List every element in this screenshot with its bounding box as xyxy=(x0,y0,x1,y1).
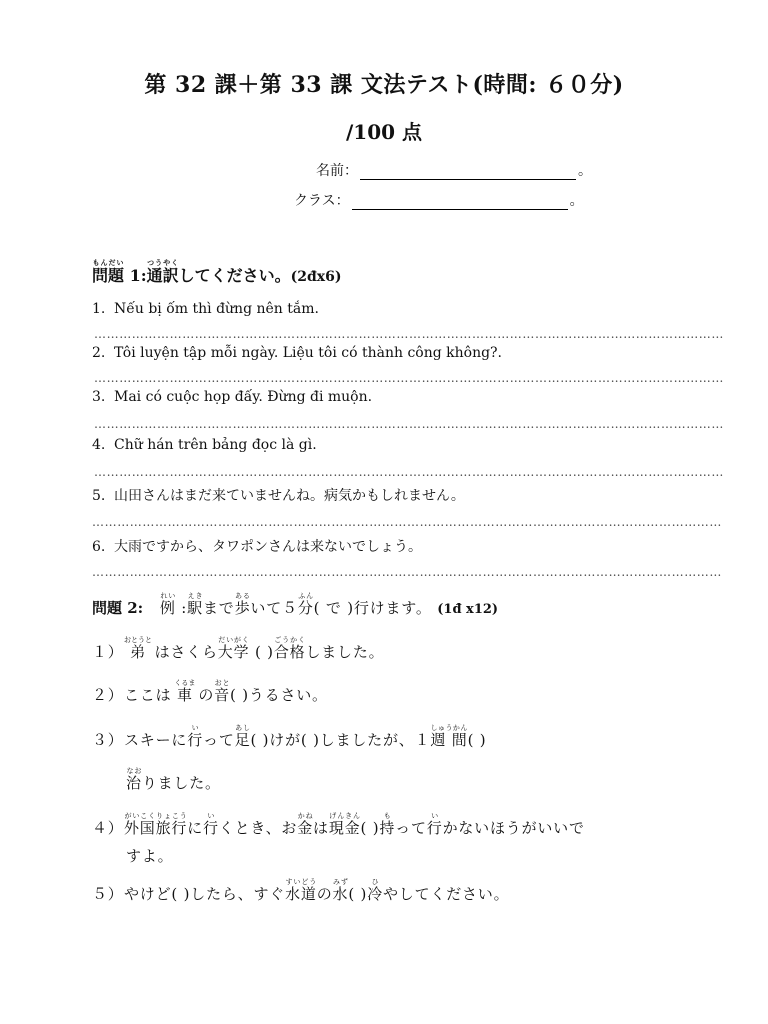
answer-line[interactable]: …………………………………………………………………………………………………………………………………… xyxy=(94,417,724,431)
page-title: 第 32 課＋第 33 課 文法テスト(時間: ６０分) xyxy=(144,72,624,98)
question-3: ３）スキーに行いって足あし( )けが( )しましたが、１週 間しゅうかん( ) xyxy=(92,724,487,749)
question-2: ２）ここは 車くるま の音おと( )うるさい。 xyxy=(92,679,328,704)
translate-item: 5. 山田さんはまだ来ていませんね。病気かもしれません。 xyxy=(92,488,465,504)
class-field xyxy=(294,190,584,210)
section1-number: 1: xyxy=(124,266,147,285)
answer-blank[interactable]: ( ) xyxy=(348,885,368,903)
answer-blank[interactable]: やけど( )したら、すぐ xyxy=(124,885,286,903)
answer-blank[interactable]: ( ) xyxy=(249,643,274,661)
section2-heading: 問題 2: 例れい :駅えきまで歩あるいて５分ふん( で )行けます。 (1đ x12) xyxy=(92,592,499,617)
example-aru: 歩ある xyxy=(234,592,251,617)
translate-item: 2. Tôi luyện tập mỗi ngày. Liệu tôi có thành công không?. xyxy=(92,345,503,361)
translate-item: 4. Chữ hán trên bảng đọc là gì. xyxy=(92,437,317,453)
translate-item: 1. Nếu bị ốm thì đừng nên tắm. xyxy=(92,301,319,317)
example-blank: ( で ) xyxy=(313,599,354,617)
class-blank[interactable] xyxy=(352,195,568,210)
answer-line[interactable]: …………………………………………………………………………………………………………………………………… xyxy=(94,327,724,341)
class-end-mark: 。 xyxy=(569,193,584,209)
section1-points: (2đx6) xyxy=(290,269,342,285)
section1-mondai: 問題もんだい xyxy=(92,258,125,285)
question-4: ４）外国旅行がいこくりょこうに行いくとき、お金かねは現金げんきん( )持もって行いかないほうがいいで xyxy=(92,812,585,837)
name-blank[interactable] xyxy=(360,165,576,180)
section1-heading xyxy=(92,258,342,286)
section1-instruction: してください。 xyxy=(178,266,291,285)
answer-line[interactable]: …………………………………………………………………………………………………………………………………… xyxy=(94,371,724,385)
section2-title: 問題 2: xyxy=(92,599,144,617)
name-label: 名前： xyxy=(316,163,358,179)
answer-line[interactable]: …………………………………………………………………………………………………………………………………… xyxy=(94,465,724,479)
question-3-continued: 治なおりました。 xyxy=(126,767,221,792)
translate-item: 6. 大雨ですから、タワポンさんは来ないでしょう。 xyxy=(92,539,422,555)
answer-line[interactable]: …………………………………………………………………………………………………………………………………… xyxy=(92,515,722,529)
section1-tsuuyaku: 通訳つうやく xyxy=(146,258,179,285)
example-eki: 駅えき xyxy=(187,592,203,617)
name-field xyxy=(316,160,592,180)
answer-blank[interactable]: ( )うるさい。 xyxy=(229,686,328,704)
question-5: ５）やけど( )したら、すぐ水道すいどうの水みず( )冷ひやしてください。 xyxy=(92,878,510,903)
translate-item: 3. Mai có cuộc họp đấy. Đừng đi muộn. xyxy=(92,389,373,405)
answer-blank[interactable]: ( ) xyxy=(467,731,487,749)
name-end-mark: 。 xyxy=(578,163,592,179)
score-total: /100 点 xyxy=(345,120,422,144)
answer-blank[interactable]: ( )けが( )しましたが、１ xyxy=(250,731,431,749)
question-4-continued: すよ。 xyxy=(126,847,174,865)
question-1: １）弟おとうと はさくら大学だいがく ( )合格ごうかくしました。 xyxy=(92,636,385,661)
section2-points: (1đ x12) xyxy=(437,602,499,617)
class-label: クラス： xyxy=(294,193,350,209)
example-rei: 例れい xyxy=(159,592,176,617)
example-fun: 分ふん xyxy=(297,592,314,617)
answer-line[interactable]: …………………………………………………………………………………………………………………………………… xyxy=(92,565,722,579)
answer-blank[interactable]: ( ) xyxy=(360,819,380,837)
